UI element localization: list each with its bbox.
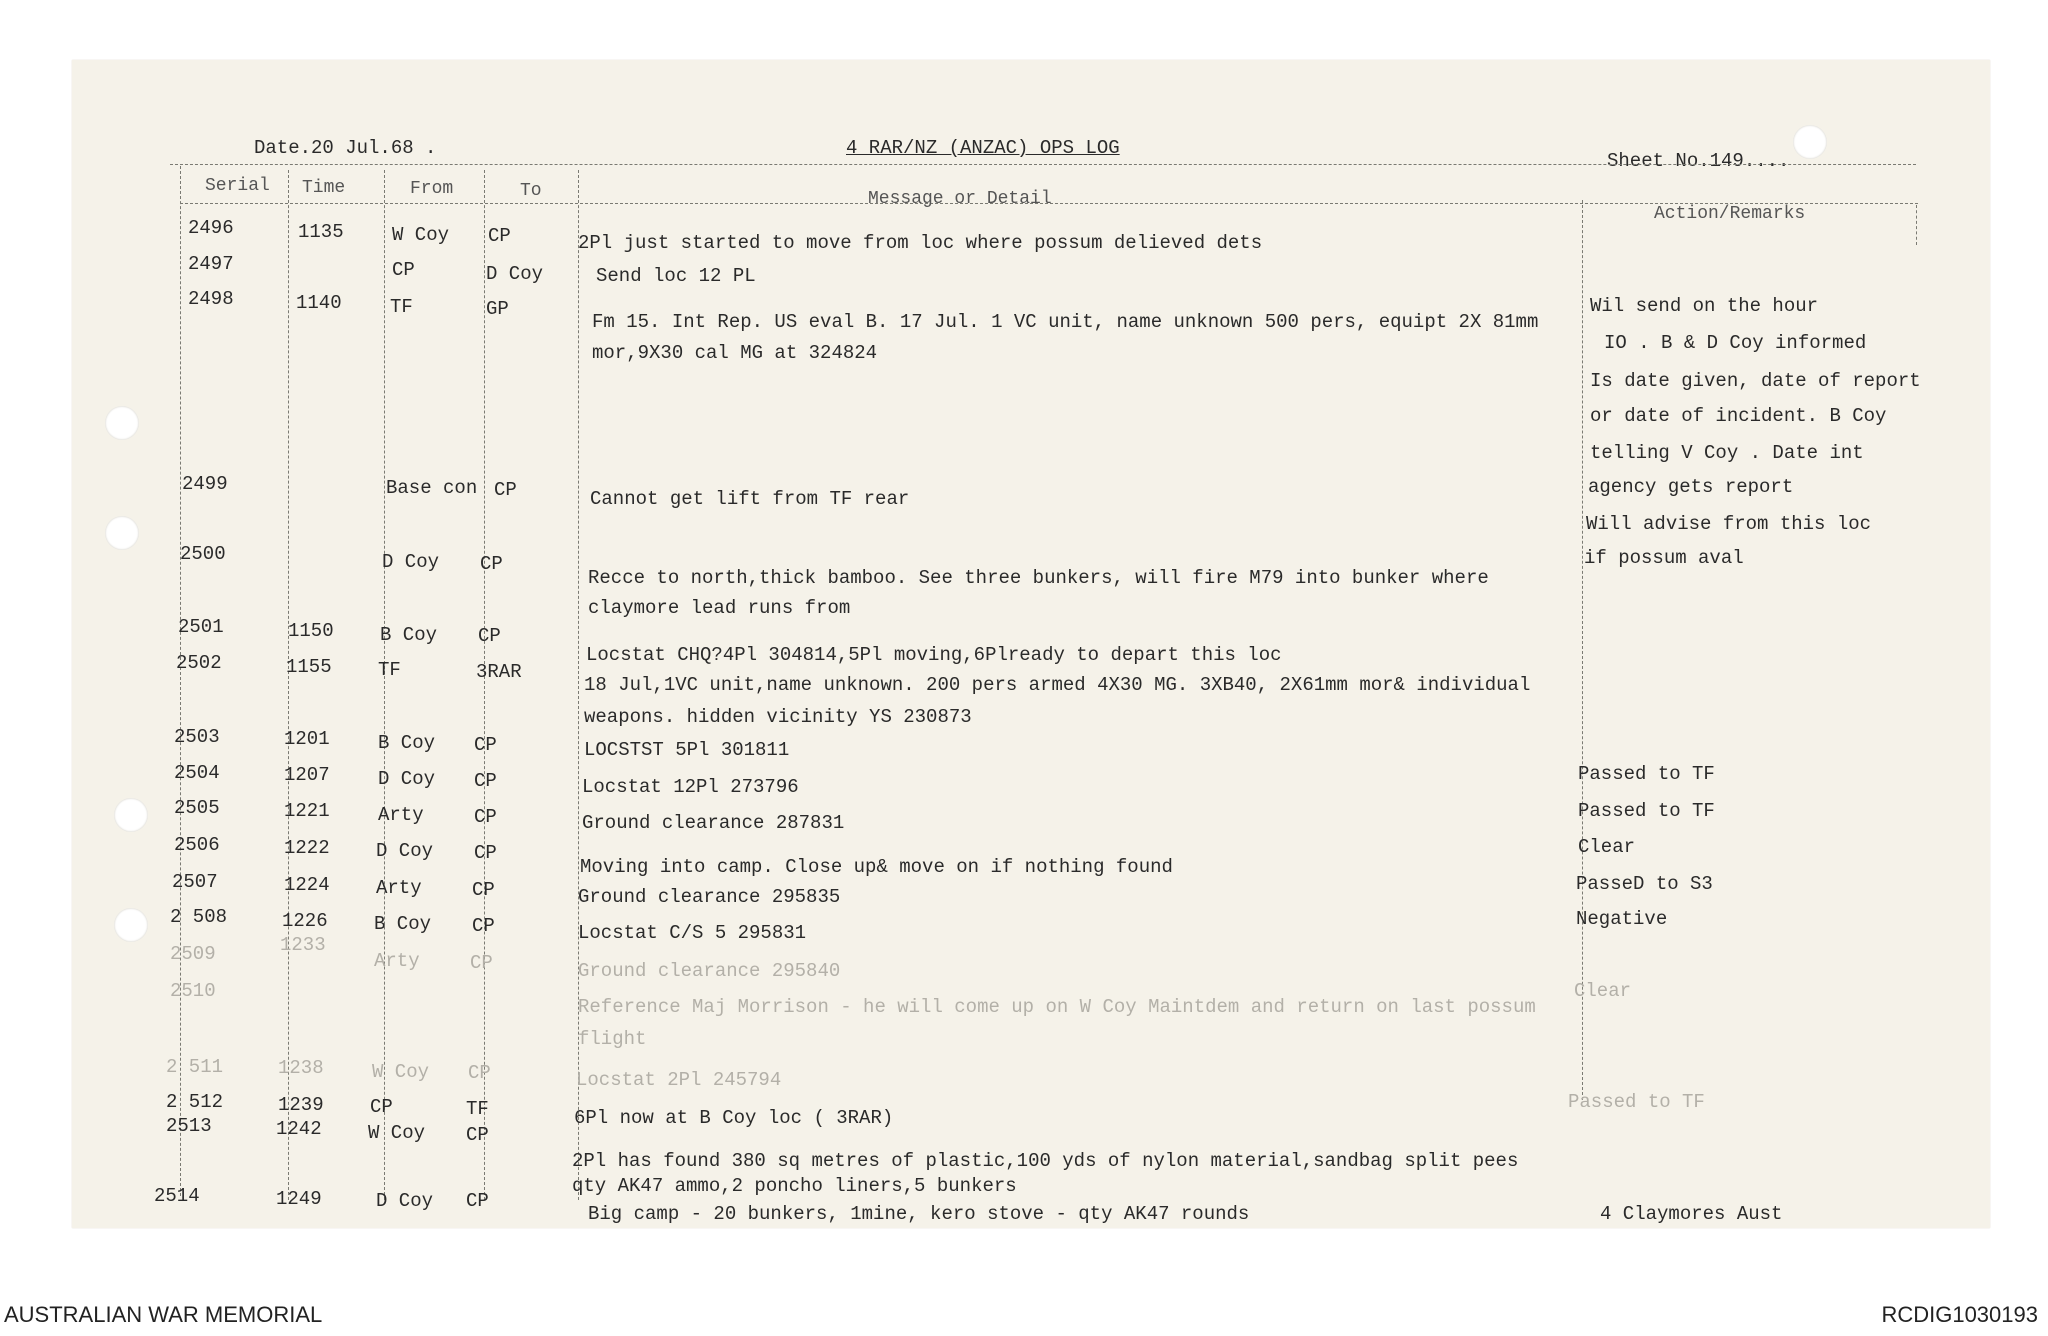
cell-time: 1201: [284, 728, 330, 750]
cell-to: CP: [470, 952, 493, 974]
punch-hole: [114, 798, 148, 832]
cell-from: B Coy: [378, 732, 436, 754]
cell-from: Arty: [374, 950, 420, 972]
cell-message: Cannot get lift from TF rear: [590, 488, 910, 510]
punch-hole: [105, 516, 139, 550]
cell-serial: 2 512: [166, 1091, 224, 1113]
column-rule: [384, 170, 385, 1200]
cell-message: Locstat CHQ?4Pl 304814,5Pl moving,6Plready to depart this loc: [586, 644, 1282, 666]
cell-from: Base con: [386, 477, 478, 499]
cell-to: CP: [480, 553, 503, 575]
cell-from: B Coy: [374, 913, 432, 935]
column-rule: [288, 170, 289, 1200]
cell-to: CP: [494, 479, 517, 501]
remark: Passed to TF: [1568, 1091, 1705, 1113]
cell-time: 1239: [278, 1094, 324, 1116]
remark: agency gets report: [1588, 476, 1794, 498]
cell-from: CP: [370, 1096, 393, 1118]
cell-from: D Coy: [378, 768, 436, 790]
cell-to: TF: [466, 1098, 489, 1120]
cell-message: claymore lead runs from: [588, 597, 851, 619]
col-serial-header: Serial: [205, 176, 270, 196]
remark: telling V Coy . Date int: [1590, 442, 1864, 464]
cell-message: Locstat C/S 5 295831: [578, 922, 807, 944]
cell-from: W Coy: [372, 1061, 430, 1083]
cell-from: D Coy: [376, 840, 434, 862]
cell-time: 1155: [286, 656, 332, 678]
remark: Is date given, date of report: [1590, 370, 1921, 392]
cell-to: CP: [474, 770, 497, 792]
cell-serial: 2510: [170, 980, 216, 1002]
cell-message: 18 Jul,1VC unit,name unknown. 200 pers armed 4X30 MG. 3XB40, 2X61mm mor& individual: [584, 674, 1531, 696]
remark: Clear: [1578, 836, 1636, 858]
cell-from: W Coy: [368, 1122, 426, 1144]
cell-from: Arty: [376, 877, 422, 899]
cell-to: CP: [466, 1190, 489, 1212]
cell-serial: 2509: [170, 943, 216, 965]
cell-time: 1221: [284, 800, 330, 822]
remark: if possum aval: [1584, 547, 1744, 569]
cell-serial: 2502: [176, 652, 222, 674]
remark: IO . B & D Coy informed: [1604, 332, 1867, 354]
cell-message: Ground clearance 295840: [578, 960, 841, 982]
cell-from: D Coy: [382, 551, 440, 573]
cell-serial: 2514: [154, 1185, 200, 1207]
cell-from: D Coy: [376, 1190, 434, 1212]
cell-serial: 2496: [188, 217, 234, 239]
cell-message: 6Pl now at B Coy loc ( 3RAR): [574, 1107, 894, 1129]
cell-time: 1233: [280, 934, 326, 956]
cell-time: 1140: [296, 292, 342, 314]
cell-serial: 2498: [188, 288, 234, 310]
cell-time: 1224: [284, 874, 330, 896]
document-id: RCDIG1030193: [1881, 1302, 2038, 1327]
log-title: 4 RAR/NZ (ANZAC) OPS LOG: [846, 137, 1120, 159]
cell-to: CP: [472, 915, 495, 937]
cell-message: weapons. hidden vicinity YS 230873: [584, 706, 972, 728]
cell-time: 1238: [278, 1057, 324, 1079]
cell-to: CP: [474, 806, 497, 828]
cell-serial: 2499: [182, 473, 228, 495]
cell-to: 3RAR: [476, 661, 522, 683]
cell-message: flight: [578, 1028, 647, 1050]
cell-time: 1207: [284, 764, 330, 786]
col-time-header: Time: [302, 178, 346, 198]
cell-serial: 2 508: [170, 906, 228, 928]
cell-message: Ground clearance 295835: [578, 886, 841, 908]
cell-serial: 2497: [188, 253, 234, 275]
cell-to: CP: [474, 734, 497, 756]
remark: Negative: [1576, 908, 1668, 930]
punch-hole: [114, 908, 148, 942]
cell-message: Locstat 12Pl 273796: [582, 776, 799, 798]
cell-message: Locstat 2Pl 245794: [576, 1069, 782, 1091]
remark: PasseD to S3: [1576, 873, 1713, 895]
cell-message: 2Pl has found 380 sq metres of plastic,100 yds of nylon material,sandbag split pees: [572, 1150, 1519, 1172]
cell-serial: 2 511: [166, 1056, 224, 1078]
cell-message: Moving into camp. Close up& move on if nothing found: [580, 856, 1173, 878]
cell-message: qty AK47 ammo,2 poncho liners,5 bunkers: [572, 1175, 1017, 1197]
cell-time: 1150: [288, 620, 334, 642]
cell-message: Send loc 12 PL: [596, 265, 756, 287]
cell-time: 1226: [282, 910, 328, 932]
cell-from: Arty: [378, 804, 424, 826]
remark: Wil send on the hour: [1590, 295, 1819, 317]
cell-serial: 2506: [174, 834, 220, 856]
remark: Passed to TF: [1578, 763, 1715, 785]
column-rule: [1582, 200, 1583, 1100]
cell-from: TF: [378, 659, 401, 681]
archive-credit: AUSTRALIAN WAR MEMORIAL: [4, 1302, 323, 1327]
col-from-header: From: [410, 179, 454, 199]
cell-to: CP: [478, 625, 501, 647]
cell-message: mor,9X30 cal MG at 324824: [592, 342, 878, 364]
cell-message: 2Pl just started to move from loc where possum delieved dets: [578, 232, 1263, 254]
remark: Will advise from this loc: [1586, 513, 1872, 535]
remark: Passed to TF: [1578, 800, 1715, 822]
cell-serial: 2513: [166, 1115, 212, 1137]
cell-to: GP: [486, 298, 509, 320]
cell-from: CP: [392, 259, 415, 281]
cell-from: W Coy: [392, 224, 450, 246]
cell-message: Fm 15. Int Rep. US eval B. 17 Jul. 1 VC unit, name unknown 500 pers, equipt 2X 81mm: [592, 311, 1539, 333]
cell-message: Big camp - 20 bunkers, 1mine, kero stove - qty AK47 rounds: [588, 1203, 1250, 1225]
cell-message: Reference Maj Morrison - he will come up on W Coy Maintdem and return on last possum: [578, 996, 1536, 1018]
cell-message: Ground clearance 287831: [582, 812, 845, 834]
remark: Clear: [1574, 980, 1632, 1002]
cell-serial: 2500: [180, 543, 226, 565]
punch-hole: [105, 406, 139, 440]
cell-time: 1242: [276, 1118, 322, 1140]
cell-to: CP: [466, 1124, 489, 1146]
cell-time: 1222: [284, 837, 330, 859]
cell-to: CP: [474, 842, 497, 864]
cell-time: 1135: [298, 221, 344, 243]
remark: 4 Claymores Aust: [1600, 1203, 1783, 1225]
cell-from: TF: [390, 296, 413, 318]
sheet-number: Sheet No.149....: [1607, 150, 1790, 172]
cell-serial: 2507: [172, 871, 218, 893]
cell-serial: 2503: [174, 726, 220, 748]
cell-serial: 2504: [174, 762, 220, 784]
cell-time: 1249: [276, 1188, 322, 1210]
log-date: Date.20 Jul.68 .: [254, 137, 437, 159]
cell-serial: 2505: [174, 797, 220, 819]
cell-to: CP: [472, 879, 495, 901]
cell-message: Recce to north,thick bamboo. See three bunkers, will fire M79 into bunker where: [588, 567, 1489, 589]
cell-serial: 2501: [178, 616, 224, 638]
cell-to: D Coy: [486, 263, 544, 285]
column-rule: [1916, 205, 1917, 245]
cell-from: B Coy: [380, 624, 438, 646]
punch-hole: [1793, 125, 1827, 159]
col-message-header: Message or Detail: [868, 189, 1052, 209]
cell-message: LOCSTST 5Pl 301811: [584, 739, 790, 761]
col-to-header: To: [520, 181, 542, 201]
header-rule: [170, 164, 1916, 165]
remark: or date of incident. B Coy: [1590, 405, 1887, 427]
cell-to: CP: [468, 1062, 491, 1084]
column-rule: [180, 166, 181, 1196]
col-action-header: Action/Remarks: [1654, 204, 1806, 224]
cell-to: CP: [488, 225, 511, 247]
column-rule: [484, 170, 485, 1200]
